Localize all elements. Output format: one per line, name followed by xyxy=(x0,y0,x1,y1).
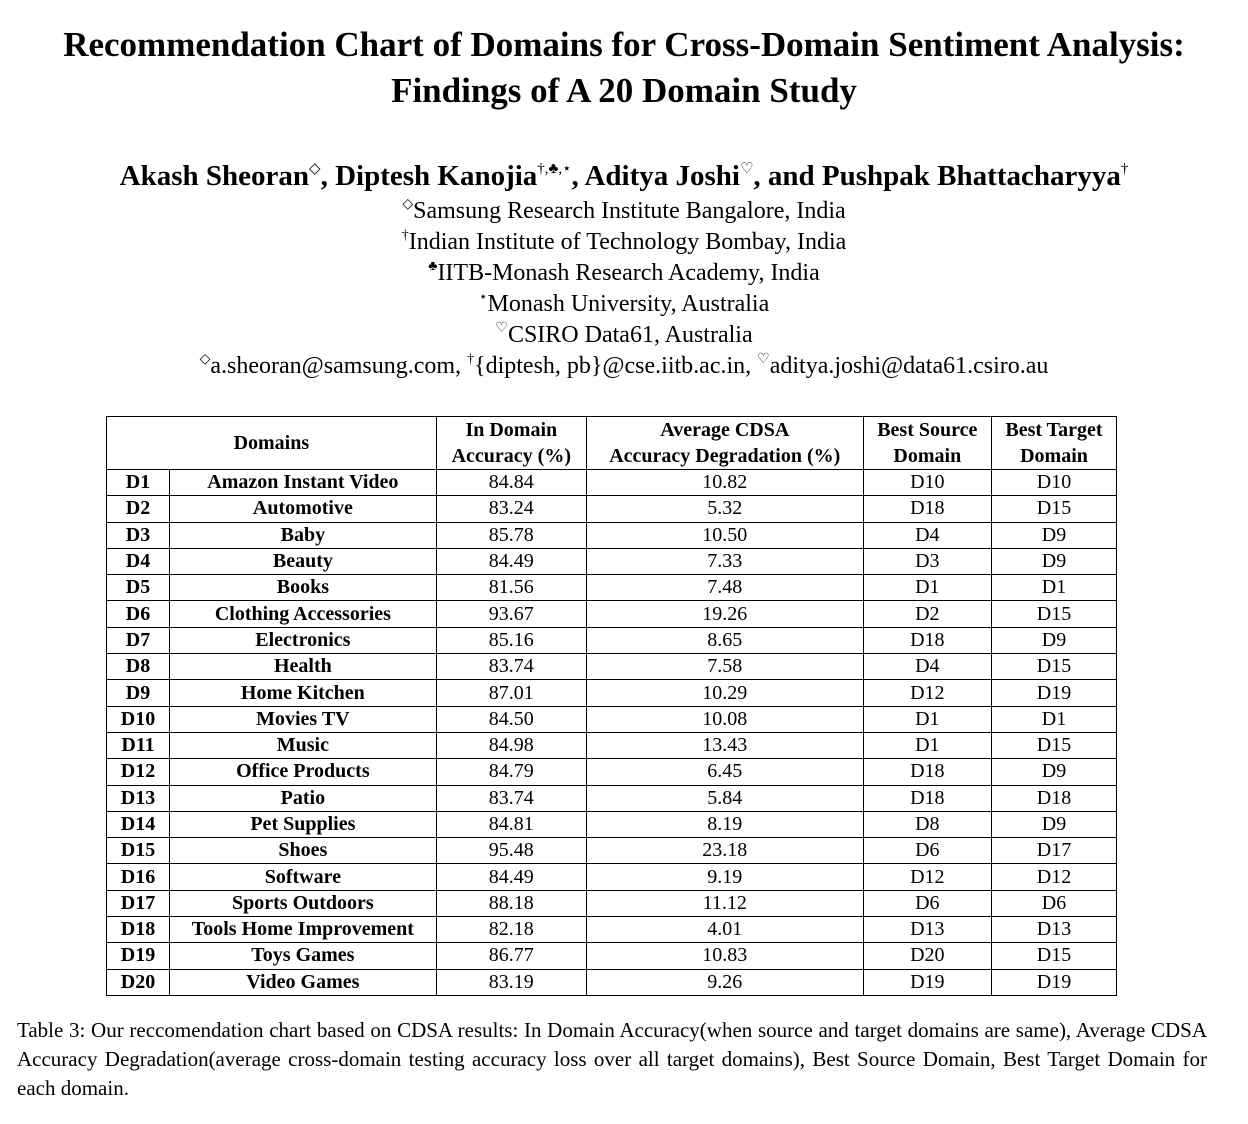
author-separator: , xyxy=(320,160,336,192)
table-caption: Table 3: Our reccomendation chart based on CDSA results: In Domain Accuracy(when source and target domains are same), Average CDSA Accuracy Degradation(average cross-domain testing accuracy loss over all target domains), Best Source Domain, Best Target Domain for each domain. xyxy=(17,1018,1207,1100)
email-text: a.sheoran@samsung.com, xyxy=(210,353,468,379)
header-cdsa-sub: Accuracy Degradation (%) xyxy=(586,443,863,470)
email-text: {diptesh, pb}@cse.iitb.ac.in, xyxy=(474,353,758,379)
best-source-cell: D19 xyxy=(863,969,991,995)
domain-id-cell: D12 xyxy=(107,759,170,785)
domain-name-cell: Video Games xyxy=(170,969,437,995)
author-separator: , and xyxy=(753,160,822,192)
domain-name-cell: Toys Games xyxy=(170,943,437,969)
title-line-2: Findings of A 20 Domain Study xyxy=(391,71,857,110)
cdsa-degradation-cell: 10.82 xyxy=(586,470,863,496)
cdsa-degradation-cell: 7.33 xyxy=(586,548,863,574)
best-source-cell: D6 xyxy=(863,838,991,864)
domain-id-cell: D15 xyxy=(107,838,170,864)
table-row xyxy=(107,706,1117,732)
in-domain-accuracy-cell: 84.84 xyxy=(436,470,586,496)
domain-id-cell: D11 xyxy=(107,732,170,758)
best-target-cell: D15 xyxy=(991,496,1116,522)
best-source-cell: D18 xyxy=(863,759,991,785)
best-source-cell: D8 xyxy=(863,811,991,837)
best-target-cell: D19 xyxy=(991,969,1116,995)
table-row xyxy=(107,522,1117,548)
best-target-cell: D9 xyxy=(991,759,1116,785)
in-domain-accuracy-cell: 84.81 xyxy=(436,811,586,837)
header-best-source: Best Source xyxy=(863,417,991,444)
in-domain-accuracy-cell: 95.48 xyxy=(436,838,586,864)
domain-id-cell: D10 xyxy=(107,706,170,732)
best-source-cell: D1 xyxy=(863,732,991,758)
affiliation xyxy=(0,258,1248,289)
table-row xyxy=(107,838,1117,864)
in-domain-accuracy-cell: 85.16 xyxy=(436,627,586,653)
table-body xyxy=(107,470,1117,996)
domain-name-cell: Amazon Instant Video xyxy=(170,470,437,496)
affiliation-mark: ♣ xyxy=(428,259,438,274)
cdsa-degradation-cell: 7.48 xyxy=(586,575,863,601)
header-domains: Domains xyxy=(107,417,437,470)
best-target-cell: D17 xyxy=(991,838,1116,864)
best-source-cell: D18 xyxy=(863,496,991,522)
author-separator: , xyxy=(571,160,585,192)
best-target-cell: D15 xyxy=(991,943,1116,969)
affiliation-list xyxy=(0,196,1248,382)
domain-name-cell: Home Kitchen xyxy=(170,680,437,706)
best-target-cell: D15 xyxy=(991,654,1116,680)
title-line-1: Recommendation Chart of Domains for Cross-Domain Sentiment Analysis: xyxy=(63,25,1185,64)
domain-name-cell: Music xyxy=(170,732,437,758)
domain-id-cell: D16 xyxy=(107,864,170,890)
table-row xyxy=(107,811,1117,837)
table-row xyxy=(107,496,1117,522)
domain-id-cell: D2 xyxy=(107,496,170,522)
author-list xyxy=(0,158,1248,194)
domain-name-cell: Movies TV xyxy=(170,706,437,732)
cdsa-degradation-cell: 5.84 xyxy=(586,785,863,811)
table-row xyxy=(107,917,1117,943)
cdsa-degradation-cell: 7.58 xyxy=(586,654,863,680)
best-target-cell: D6 xyxy=(991,890,1116,916)
cdsa-degradation-cell: 10.08 xyxy=(586,706,863,732)
in-domain-accuracy-cell: 84.79 xyxy=(436,759,586,785)
best-target-cell: D9 xyxy=(991,548,1116,574)
table-row xyxy=(107,969,1117,995)
domain-name-cell: Beauty xyxy=(170,548,437,574)
author-name: Akash Sheoran xyxy=(119,160,310,192)
domain-id-cell: D4 xyxy=(107,548,170,574)
in-domain-accuracy-cell: 87.01 xyxy=(436,680,586,706)
domain-name-cell: Shoes xyxy=(170,838,437,864)
domain-name-cell: Tools Home Improvement xyxy=(170,917,437,943)
author-name: Pushpak Bhattacharyya xyxy=(821,160,1121,192)
in-domain-accuracy-cell: 83.74 xyxy=(436,654,586,680)
affiliation-mark: † xyxy=(401,228,409,243)
cdsa-degradation-cell: 19.26 xyxy=(586,601,863,627)
email-mark: † xyxy=(467,352,475,367)
affiliation xyxy=(0,196,1248,227)
best-source-cell: D12 xyxy=(863,680,991,706)
domain-id-cell: D1 xyxy=(107,470,170,496)
table-row xyxy=(107,575,1117,601)
in-domain-accuracy-cell: 84.50 xyxy=(436,706,586,732)
header-in-domain: In Domain xyxy=(436,417,586,444)
best-target-cell: D15 xyxy=(991,732,1116,758)
table-row xyxy=(107,470,1117,496)
affiliation-mark: ⋆ xyxy=(478,290,488,305)
domain-id-cell: D18 xyxy=(107,917,170,943)
domain-name-cell: Office Products xyxy=(170,759,437,785)
domain-id-cell: D13 xyxy=(107,785,170,811)
email-line xyxy=(0,351,1248,382)
domain-id-cell: D20 xyxy=(107,969,170,995)
in-domain-accuracy-cell: 81.56 xyxy=(436,575,586,601)
author-mark: ◇ xyxy=(309,161,321,177)
affiliation-mark: ◇ xyxy=(402,197,414,212)
in-domain-accuracy-cell: 82.18 xyxy=(436,917,586,943)
domain-name-cell: Sports Outdoors xyxy=(170,890,437,916)
domain-id-cell: D17 xyxy=(107,890,170,916)
best-source-cell: D20 xyxy=(863,943,991,969)
domain-name-cell: Baby xyxy=(170,522,437,548)
header-cdsa: Average CDSA xyxy=(586,417,863,444)
best-target-cell: D19 xyxy=(991,680,1116,706)
best-source-cell: D18 xyxy=(863,627,991,653)
domain-name-cell: Patio xyxy=(170,785,437,811)
affiliation-text: Samsung Research Institute Bangalore, India xyxy=(413,198,846,224)
affiliation xyxy=(0,289,1248,320)
domain-id-cell: D9 xyxy=(107,680,170,706)
author-name: Diptesh Kanojia xyxy=(335,160,538,192)
in-domain-accuracy-cell: 88.18 xyxy=(436,890,586,916)
best-target-cell: D9 xyxy=(991,811,1116,837)
best-target-cell: D10 xyxy=(991,470,1116,496)
affiliation xyxy=(0,227,1248,258)
affiliation-text: Monash University, Australia xyxy=(487,291,770,317)
header-in-domain-sub: Accuracy (%) xyxy=(436,443,586,470)
cdsa-degradation-cell: 8.19 xyxy=(586,811,863,837)
domain-id-cell: D5 xyxy=(107,575,170,601)
table-row xyxy=(107,890,1117,916)
domain-id-cell: D6 xyxy=(107,601,170,627)
best-source-cell: D12 xyxy=(863,864,991,890)
affiliation-text: Indian Institute of Technology Bombay, India xyxy=(408,229,847,255)
author-mark: ♡ xyxy=(739,161,754,177)
cdsa-degradation-cell: 23.18 xyxy=(586,838,863,864)
best-target-cell: D9 xyxy=(991,627,1116,653)
in-domain-accuracy-cell: 83.74 xyxy=(436,785,586,811)
domain-name-cell: Books xyxy=(170,575,437,601)
cdsa-degradation-cell: 10.29 xyxy=(586,680,863,706)
domain-id-cell: D8 xyxy=(107,654,170,680)
domain-name-cell: Electronics xyxy=(170,627,437,653)
best-target-cell: D18 xyxy=(991,785,1116,811)
cdsa-degradation-cell: 10.50 xyxy=(586,522,863,548)
domain-name-cell: Automotive xyxy=(170,496,437,522)
domain-id-cell: D14 xyxy=(107,811,170,837)
table-row xyxy=(107,785,1117,811)
table-row xyxy=(107,732,1117,758)
email-text: aditya.joshi@data61.csiro.au xyxy=(769,353,1049,379)
in-domain-accuracy-cell: 83.19 xyxy=(436,969,586,995)
in-domain-accuracy-cell: 86.77 xyxy=(436,943,586,969)
in-domain-accuracy-cell: 85.78 xyxy=(436,522,586,548)
table-row xyxy=(107,680,1117,706)
best-source-cell: D13 xyxy=(863,917,991,943)
header-best-source-sub: Domain xyxy=(863,443,991,470)
affiliation-mark: ♡ xyxy=(495,321,508,336)
results-table xyxy=(106,416,1117,996)
author-name: Aditya Joshi xyxy=(584,160,740,192)
table-row xyxy=(107,601,1117,627)
best-source-cell: D10 xyxy=(863,470,991,496)
best-target-cell: D13 xyxy=(991,917,1116,943)
cdsa-degradation-cell: 6.45 xyxy=(586,759,863,785)
table-row xyxy=(107,759,1117,785)
table-row xyxy=(107,943,1117,969)
table-row xyxy=(107,654,1117,680)
best-target-cell: D12 xyxy=(991,864,1116,890)
header-best-target: Best Target xyxy=(991,417,1116,444)
best-target-cell: D1 xyxy=(991,575,1116,601)
best-target-cell: D15 xyxy=(991,601,1116,627)
domain-id-cell: D19 xyxy=(107,943,170,969)
domain-id-cell: D3 xyxy=(107,522,170,548)
domain-name-cell: Clothing Accessories xyxy=(170,601,437,627)
table-row xyxy=(107,627,1117,653)
domain-name-cell: Health xyxy=(170,654,437,680)
in-domain-accuracy-cell: 84.98 xyxy=(436,732,586,758)
table-row xyxy=(107,548,1117,574)
domain-name-cell: Software xyxy=(170,864,437,890)
best-source-cell: D18 xyxy=(863,785,991,811)
cdsa-degradation-cell: 9.19 xyxy=(586,864,863,890)
in-domain-accuracy-cell: 84.49 xyxy=(436,864,586,890)
table-row xyxy=(107,864,1117,890)
best-target-cell: D1 xyxy=(991,706,1116,732)
best-source-cell: D6 xyxy=(863,890,991,916)
best-source-cell: D1 xyxy=(863,575,991,601)
best-source-cell: D3 xyxy=(863,548,991,574)
in-domain-accuracy-cell: 93.67 xyxy=(436,601,586,627)
best-source-cell: D4 xyxy=(863,522,991,548)
domain-name-cell: Pet Supplies xyxy=(170,811,437,837)
cdsa-degradation-cell: 4.01 xyxy=(586,917,863,943)
domain-id-cell: D7 xyxy=(107,627,170,653)
author-mark: †,♣,⋆ xyxy=(537,161,572,177)
in-domain-accuracy-cell: 84.49 xyxy=(436,548,586,574)
author-mark: † xyxy=(1120,161,1129,177)
affiliation-text: IITB-Monash Research Academy, India xyxy=(437,260,820,286)
cdsa-degradation-cell: 8.65 xyxy=(586,627,863,653)
cdsa-degradation-cell: 9.26 xyxy=(586,969,863,995)
cdsa-degradation-cell: 13.43 xyxy=(586,732,863,758)
best-source-cell: D1 xyxy=(863,706,991,732)
best-source-cell: D4 xyxy=(863,654,991,680)
header-best-target-sub: Domain xyxy=(991,443,1116,470)
cdsa-degradation-cell: 11.12 xyxy=(586,890,863,916)
best-source-cell: D2 xyxy=(863,601,991,627)
paper-title xyxy=(0,22,1248,114)
affiliation-text: CSIRO Data61, Australia xyxy=(507,322,753,348)
affiliation xyxy=(0,320,1248,351)
email-mark: ♡ xyxy=(757,352,770,367)
email-mark: ◇ xyxy=(199,352,211,367)
in-domain-accuracy-cell: 83.24 xyxy=(436,496,586,522)
cdsa-degradation-cell: 10.83 xyxy=(586,943,863,969)
cdsa-degradation-cell: 5.32 xyxy=(586,496,863,522)
best-target-cell: D9 xyxy=(991,522,1116,548)
